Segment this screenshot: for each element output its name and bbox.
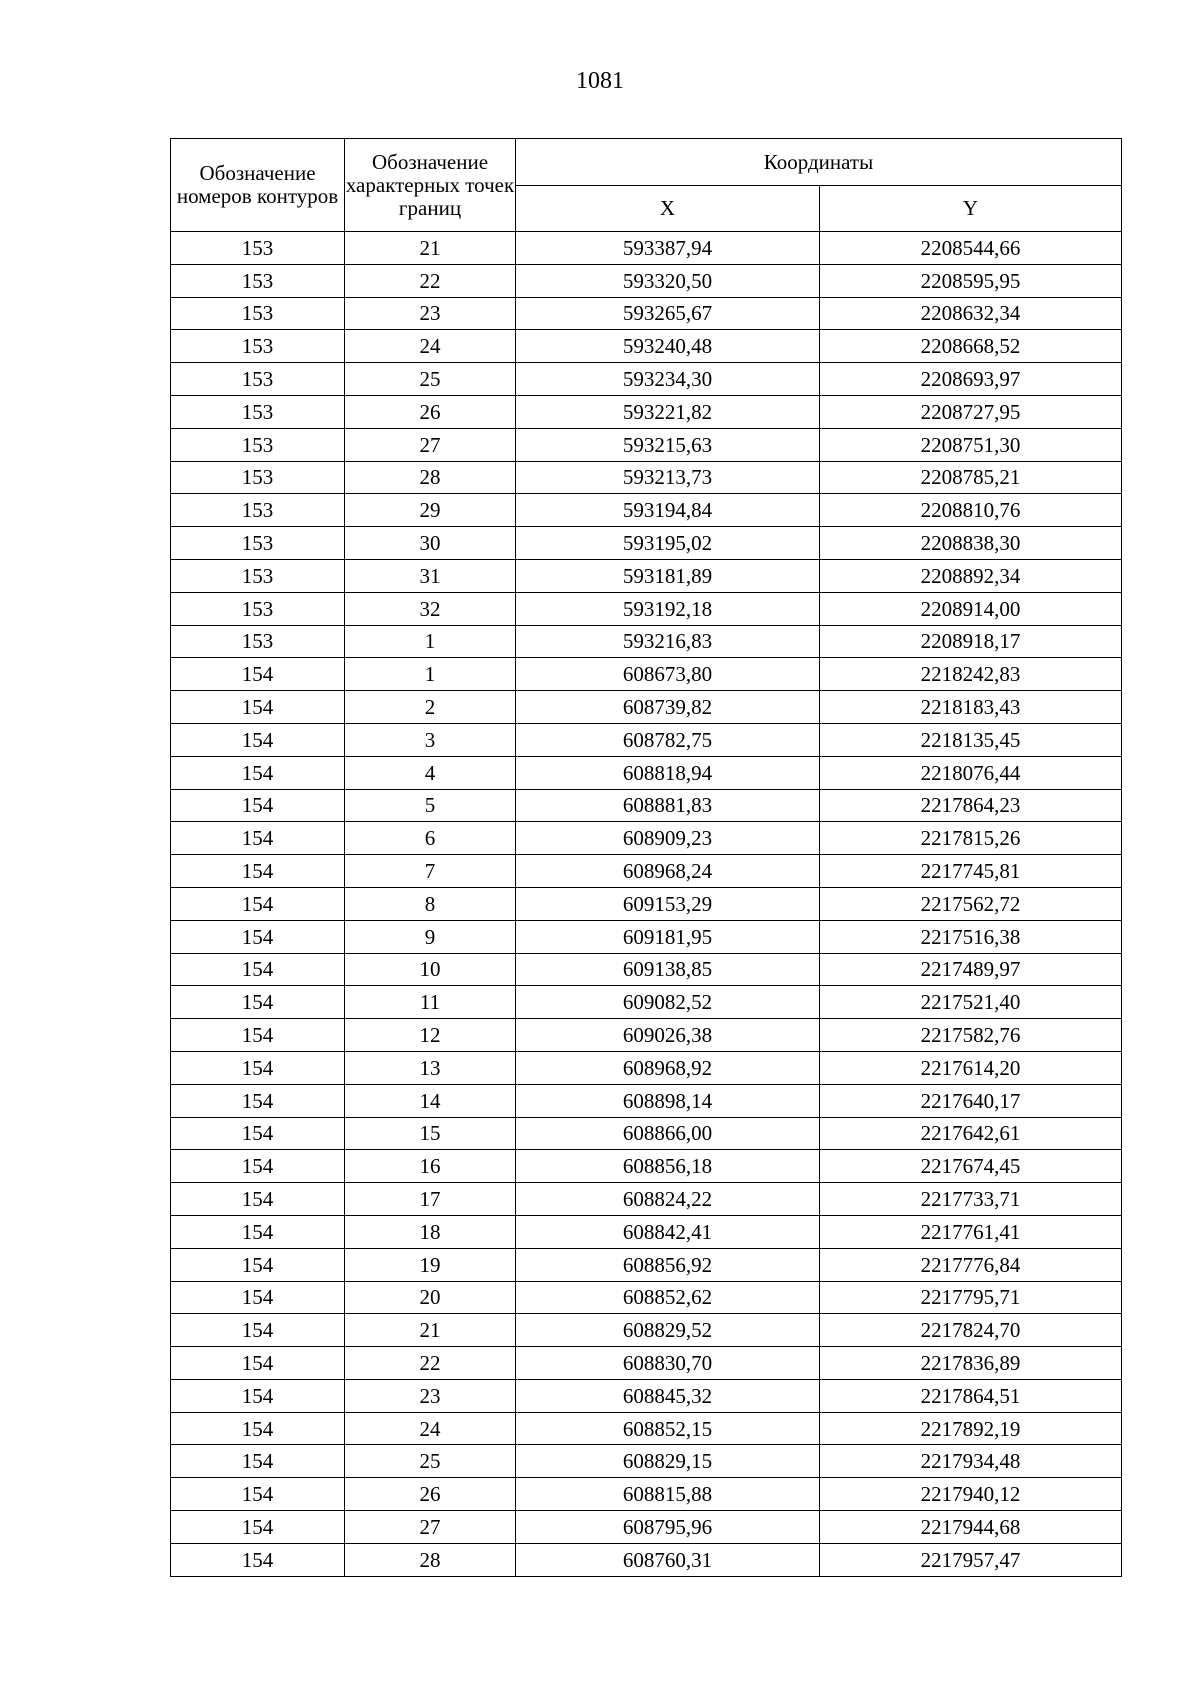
cell-x: 608818,94 [516,756,820,789]
cell-contour-number: 154 [171,1478,345,1511]
cell-contour-number: 154 [171,1347,345,1380]
cell-contour-number: 154 [171,1445,345,1478]
cell-point-number: 12 [345,1019,516,1052]
cell-y: 2217934,48 [820,1445,1122,1478]
cell-contour-number: 153 [171,461,345,494]
cell-contour-number: 154 [171,691,345,724]
cell-y: 2208727,95 [820,395,1122,428]
table-row [171,1084,1122,1117]
cell-x: 608815,88 [516,1478,820,1511]
cell-point-number: 23 [345,1379,516,1412]
cell-y: 2208595,95 [820,264,1122,297]
cell-y: 2217521,40 [820,986,1122,1019]
cell-contour-number: 154 [171,1019,345,1052]
cell-x: 593234,30 [516,363,820,396]
cell-y: 2218076,44 [820,756,1122,789]
table-row [171,297,1122,330]
table-row [171,527,1122,560]
table-row [171,1412,1122,1445]
cell-point-number: 2 [345,691,516,724]
cell-point-number: 25 [345,363,516,396]
table-row [171,822,1122,855]
cell-y: 2217836,89 [820,1347,1122,1380]
cell-y: 2217733,71 [820,1183,1122,1216]
table-row [171,1215,1122,1248]
table-row [171,1150,1122,1183]
table-row [171,461,1122,494]
cell-x: 608795,96 [516,1511,820,1544]
cell-point-number: 13 [345,1051,516,1084]
cell-x: 608829,15 [516,1445,820,1478]
cell-y: 2217944,68 [820,1511,1122,1544]
cell-y: 2217582,76 [820,1019,1122,1052]
cell-contour-number: 154 [171,822,345,855]
cell-contour-number: 153 [171,592,345,625]
cell-x: 609026,38 [516,1019,820,1052]
cell-x: 608856,18 [516,1150,820,1183]
table-row [171,1051,1122,1084]
cell-x: 593215,63 [516,428,820,461]
cell-contour-number: 153 [171,625,345,658]
table-row [171,658,1122,691]
cell-y: 2217516,38 [820,920,1122,953]
cell-point-number: 28 [345,461,516,494]
cell-x: 608829,52 [516,1314,820,1347]
cell-point-number: 32 [345,592,516,625]
cell-x: 608852,15 [516,1412,820,1445]
header-coordinates: Координаты [516,139,1122,186]
cell-y: 2217745,81 [820,855,1122,888]
cell-point-number: 7 [345,855,516,888]
cell-contour-number: 153 [171,559,345,592]
header-y: Y [820,186,1122,232]
cell-y: 2217815,26 [820,822,1122,855]
table-row [171,1248,1122,1281]
cell-point-number: 28 [345,1543,516,1576]
cell-y: 2217674,45 [820,1150,1122,1183]
cell-y: 2218183,43 [820,691,1122,724]
cell-x: 593216,83 [516,625,820,658]
cell-point-number: 19 [345,1248,516,1281]
table-row [171,920,1122,953]
table-row [171,1543,1122,1576]
table-row [171,363,1122,396]
table-row [171,756,1122,789]
cell-contour-number: 154 [171,723,345,756]
cell-x: 608824,22 [516,1183,820,1216]
cell-contour-number: 154 [171,1051,345,1084]
page-number: 1081 [576,68,624,94]
cell-x: 608909,23 [516,822,820,855]
table-row [171,1347,1122,1380]
cell-y: 2217864,51 [820,1379,1122,1412]
cell-contour-number: 154 [171,1248,345,1281]
cell-y: 2208668,52 [820,330,1122,363]
cell-point-number: 17 [345,1183,516,1216]
cell-contour-number: 153 [171,363,345,396]
cell-point-number: 14 [345,1084,516,1117]
cell-point-number: 6 [345,822,516,855]
cell-y: 2217642,61 [820,1117,1122,1150]
cell-point-number: 21 [345,232,516,265]
cell-y: 2217824,70 [820,1314,1122,1347]
table-row [171,330,1122,363]
cell-y: 2208892,34 [820,559,1122,592]
cell-x: 593194,84 [516,494,820,527]
cell-y: 2218242,83 [820,658,1122,691]
cell-x: 593195,02 [516,527,820,560]
cell-y: 2208544,66 [820,232,1122,265]
cell-y: 2208751,30 [820,428,1122,461]
table-body [171,232,1122,1577]
cell-y: 2208810,76 [820,494,1122,527]
cell-point-number: 30 [345,527,516,560]
cell-y: 2208693,97 [820,363,1122,396]
table-row [171,264,1122,297]
table-row [171,1511,1122,1544]
cell-x: 608845,32 [516,1379,820,1412]
cell-contour-number: 154 [171,1117,345,1150]
table-row [171,855,1122,888]
cell-contour-number: 154 [171,1543,345,1576]
table-row [171,1478,1122,1511]
cell-contour-number: 153 [171,232,345,265]
header-contour-numbers: Обозначение номеров контуров [171,139,345,232]
cell-y: 2217864,23 [820,789,1122,822]
cell-y: 2217795,71 [820,1281,1122,1314]
cell-contour-number: 154 [171,1215,345,1248]
cell-y: 2217940,12 [820,1478,1122,1511]
table-row [171,1183,1122,1216]
cell-x: 608760,31 [516,1543,820,1576]
table-row [171,1281,1122,1314]
cell-point-number: 27 [345,1511,516,1544]
cell-x: 593240,48 [516,330,820,363]
cell-contour-number: 153 [171,494,345,527]
cell-x: 608881,83 [516,789,820,822]
cell-contour-number: 154 [171,1511,345,1544]
cell-point-number: 27 [345,428,516,461]
cell-point-number: 8 [345,887,516,920]
table-row [171,953,1122,986]
cell-point-number: 9 [345,920,516,953]
table-row [171,625,1122,658]
cell-x: 593320,50 [516,264,820,297]
cell-y: 2217892,19 [820,1412,1122,1445]
table-row [171,395,1122,428]
cell-contour-number: 154 [171,1314,345,1347]
cell-x: 608782,75 [516,723,820,756]
cell-point-number: 24 [345,330,516,363]
cell-point-number: 26 [345,1478,516,1511]
table-row [171,559,1122,592]
cell-point-number: 18 [345,1215,516,1248]
cell-y: 2208785,21 [820,461,1122,494]
cell-contour-number: 153 [171,527,345,560]
cell-x: 593387,94 [516,232,820,265]
cell-point-number: 1 [345,625,516,658]
cell-point-number: 11 [345,986,516,1019]
cell-point-number: 1 [345,658,516,691]
coordinates-table [170,138,1122,1577]
table-row [171,1117,1122,1150]
cell-y: 2208914,00 [820,592,1122,625]
cell-point-number: 25 [345,1445,516,1478]
cell-x: 608830,70 [516,1347,820,1380]
table-header [171,139,1122,232]
cell-contour-number: 154 [171,756,345,789]
cell-x: 609181,95 [516,920,820,953]
cell-y: 2217957,47 [820,1543,1122,1576]
table-row [171,1019,1122,1052]
cell-y: 2217640,17 [820,1084,1122,1117]
cell-contour-number: 154 [171,1379,345,1412]
table-row [171,592,1122,625]
cell-contour-number: 154 [171,1150,345,1183]
cell-x: 593221,82 [516,395,820,428]
cell-y: 2208632,34 [820,297,1122,330]
cell-y: 2217489,97 [820,953,1122,986]
cell-y: 2217562,72 [820,887,1122,920]
cell-point-number: 16 [345,1150,516,1183]
cell-contour-number: 154 [171,1183,345,1216]
cell-x: 608898,14 [516,1084,820,1117]
table-row [171,1379,1122,1412]
cell-contour-number: 154 [171,1281,345,1314]
table-row [171,723,1122,756]
cell-contour-number: 154 [171,887,345,920]
cell-point-number: 10 [345,953,516,986]
table-row [171,986,1122,1019]
cell-y: 2218135,45 [820,723,1122,756]
cell-contour-number: 154 [171,953,345,986]
cell-y: 2217614,20 [820,1051,1122,1084]
cell-contour-number: 154 [171,986,345,1019]
cell-contour-number: 154 [171,658,345,691]
header-boundary-points: Обозначение характерных точек границ [345,139,516,232]
cell-x: 608673,80 [516,658,820,691]
cell-contour-number: 153 [171,264,345,297]
cell-point-number: 20 [345,1281,516,1314]
cell-x: 608856,92 [516,1248,820,1281]
cell-x: 609153,29 [516,887,820,920]
cell-contour-number: 154 [171,789,345,822]
table-row [171,887,1122,920]
cell-point-number: 22 [345,264,516,297]
cell-x: 593181,89 [516,559,820,592]
cell-point-number: 23 [345,297,516,330]
cell-point-number: 3 [345,723,516,756]
cell-contour-number: 154 [171,920,345,953]
cell-point-number: 26 [345,395,516,428]
cell-x: 593213,73 [516,461,820,494]
cell-y: 2208838,30 [820,527,1122,560]
cell-point-number: 21 [345,1314,516,1347]
cell-contour-number: 154 [171,855,345,888]
header-x: X [516,186,820,232]
table-row [171,1314,1122,1347]
table-row [171,232,1122,265]
cell-point-number: 22 [345,1347,516,1380]
cell-point-number: 4 [345,756,516,789]
cell-y: 2217776,84 [820,1248,1122,1281]
cell-contour-number: 153 [171,428,345,461]
cell-x: 593192,18 [516,592,820,625]
table-row [171,494,1122,527]
cell-x: 608842,41 [516,1215,820,1248]
cell-x: 609082,52 [516,986,820,1019]
cell-y: 2217761,41 [820,1215,1122,1248]
cell-x: 608866,00 [516,1117,820,1150]
cell-contour-number: 153 [171,297,345,330]
cell-x: 593265,67 [516,297,820,330]
cell-point-number: 15 [345,1117,516,1150]
cell-point-number: 24 [345,1412,516,1445]
table-row [171,691,1122,724]
cell-point-number: 29 [345,494,516,527]
cell-contour-number: 153 [171,330,345,363]
table-row [171,1445,1122,1478]
table-row [171,789,1122,822]
cell-contour-number: 154 [171,1084,345,1117]
cell-x: 609138,85 [516,953,820,986]
cell-y: 2208918,17 [820,625,1122,658]
cell-point-number: 5 [345,789,516,822]
cell-x: 608739,82 [516,691,820,724]
cell-contour-number: 153 [171,395,345,428]
cell-x: 608968,92 [516,1051,820,1084]
cell-x: 608852,62 [516,1281,820,1314]
cell-point-number: 31 [345,559,516,592]
cell-contour-number: 154 [171,1412,345,1445]
table-row [171,428,1122,461]
cell-x: 608968,24 [516,855,820,888]
